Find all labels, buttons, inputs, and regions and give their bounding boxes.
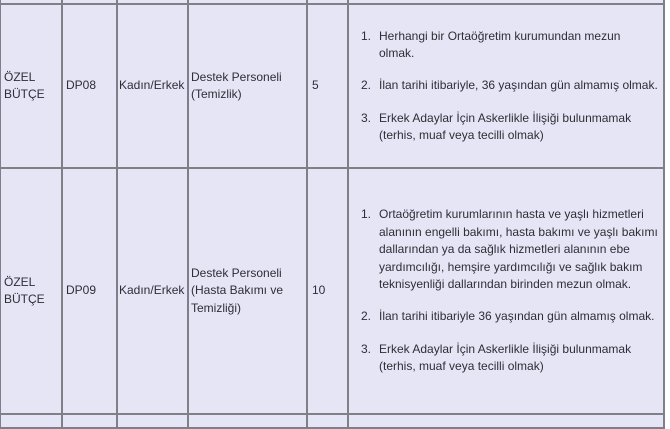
gender-cell	[117, 414, 188, 428]
requirements-cell	[348, 4, 664, 168]
requirement-text: Herhangi bir Ortaöğretim kurumundan mezun olmak.	[379, 28, 621, 60]
code-cell	[62, 414, 117, 428]
requirement-item	[361, 308, 659, 325]
budget-cell: ÖZEL BÜTÇE	[0, 4, 62, 168]
requirement-number: 3.	[361, 110, 372, 125]
position-cell: Destek Personeli (Hasta Bakımı ve Temizliği)	[188, 168, 307, 414]
position-cell	[188, 414, 307, 428]
table-row-partial-bottom	[0, 414, 664, 428]
requirements-cell	[348, 168, 664, 414]
requirement-item	[361, 341, 659, 376]
requirement-item	[361, 28, 659, 63]
requirement-item	[361, 206, 659, 293]
position-cell: Destek Personeli (Temizlik)	[188, 4, 307, 168]
quota-cell	[307, 414, 348, 428]
requirement-number: 1.	[361, 207, 372, 222]
requirements-cell	[348, 414, 664, 428]
requirement-item	[361, 77, 659, 94]
requirement-text: İlan tarihi itibariyle 36 yaşından gün almamış olmak.	[379, 309, 655, 324]
gender-cell: Kadın/Erkek	[117, 168, 188, 414]
requirement-number: 2.	[361, 78, 372, 93]
requirement-text: Erkek Adaylar İçin Askerlikle İlişiği bulunmamak (terhis, muaf veya tecilli olmak)	[379, 110, 632, 143]
requirement-number: 1.	[361, 28, 372, 43]
budget-cell: ÖZEL BÜTÇE	[0, 168, 62, 414]
quota-cell: 10	[307, 168, 348, 414]
budget-cell	[0, 414, 62, 428]
table-row	[0, 4, 664, 168]
requirement-text: Erkek Adaylar İçin Askerlikle İlişiği bulunmamak (terhis, muaf veya tecilli olmak)	[379, 341, 632, 374]
requirement-item	[361, 110, 659, 145]
table-row	[0, 168, 664, 414]
requirement-text: Ortaöğretim kurumlarının hasta ve yaşlı hizmetleri alanının engelli bakımı, hasta bakımı ve yaşlı bakımı dallarından ya da sağlık hizmetleri alanının ebe yardımcılığı, hemşire yardımcılığı ve sağlık bakım teknisyenliği dallarından birinden mezun olmak.	[379, 207, 658, 291]
gender-cell: Kadın/Erkek	[117, 4, 188, 168]
requirement-text: İlan tarihi itibariyle, 36 yaşından gün almamış olmak.	[379, 78, 658, 93]
quota-cell: 5	[307, 4, 348, 168]
requirement-number: 2.	[361, 309, 372, 324]
code-cell: DP09	[62, 168, 117, 414]
code-cell: DP08	[62, 4, 117, 168]
requirement-number: 3.	[361, 341, 372, 356]
